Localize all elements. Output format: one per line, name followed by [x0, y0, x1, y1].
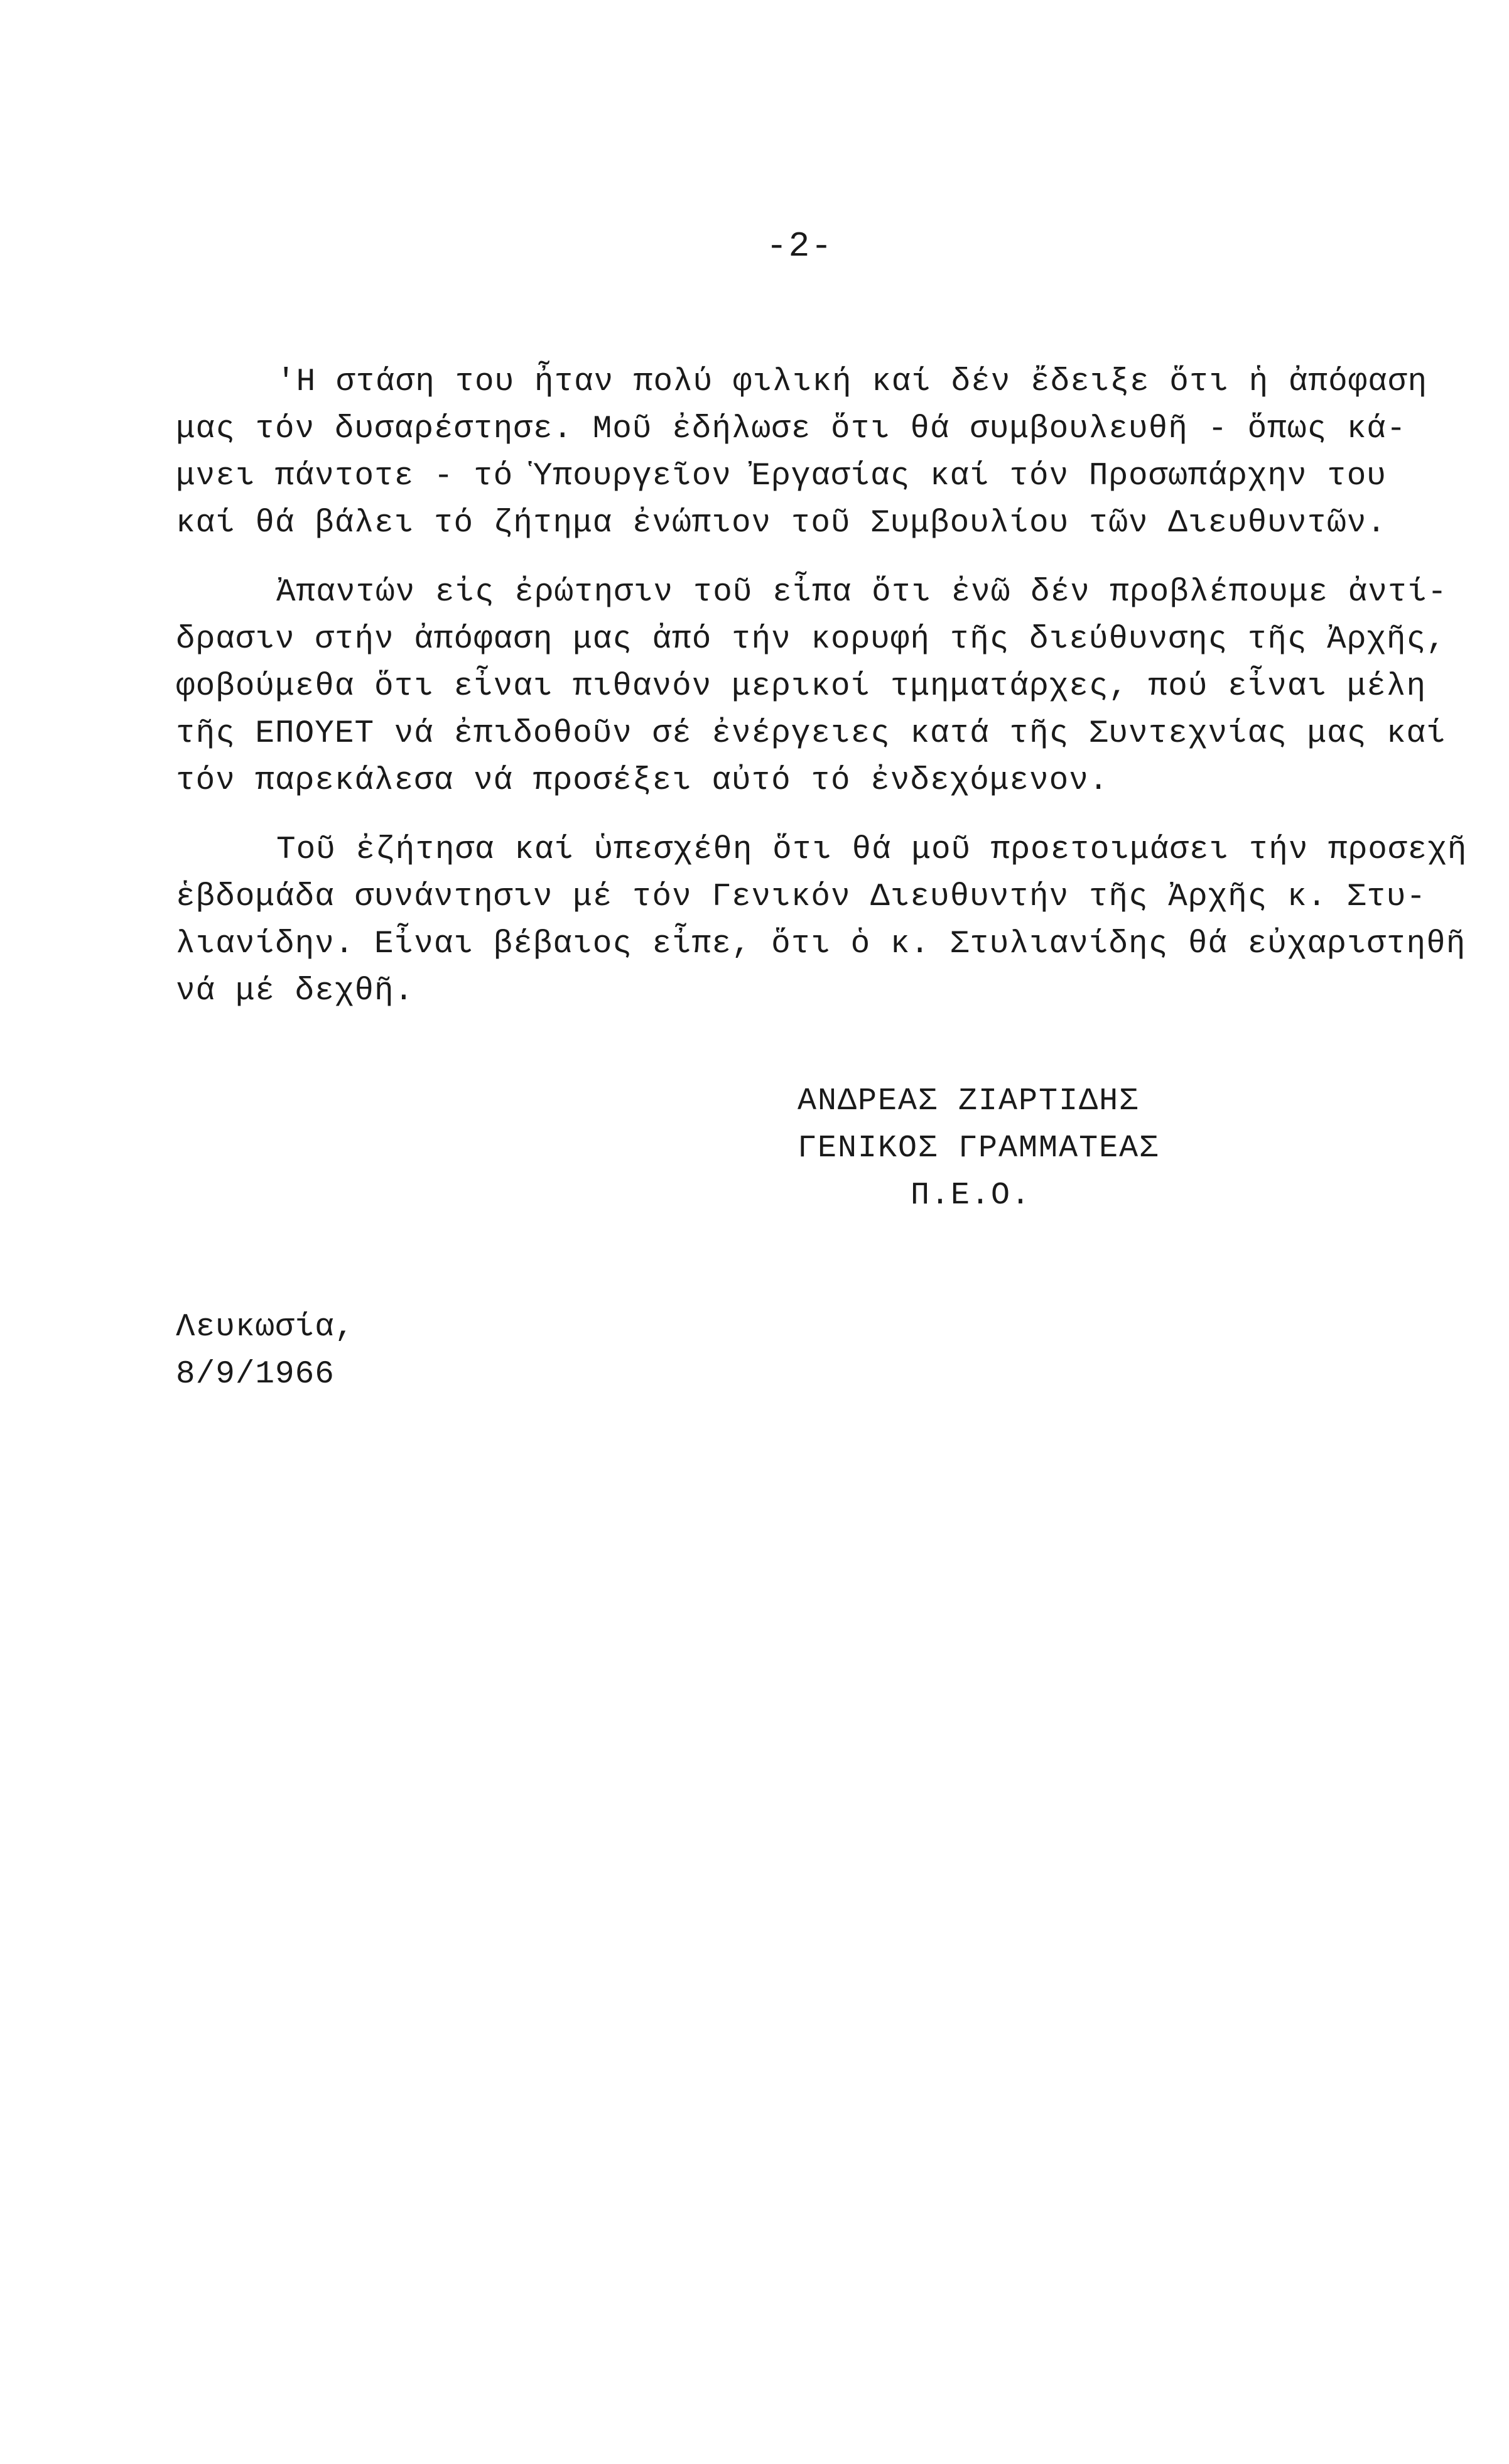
text-line: καί θά βάλει τό ζήτημα ἐνώπιον τοῦ Συμβουλίου τῶν Διευθυντῶν. — [176, 506, 1387, 541]
date: 8/9/1966 — [176, 1357, 335, 1392]
text-line: ἑβδομάδα συνάντησιν μέ τόν Γενικόν Διευθυντήν τῆς Ἀρχῆς κ. Στυ- — [176, 879, 1427, 915]
text-line: λιανίδην. Εἶναι βέβαιος εἶπε, ὅτι ὁ κ. Στυλιανίδης θά εὐχαριστηθῆ — [176, 926, 1466, 962]
text-line: μνει πάντοτε - τό Ὑπουργεῖον Ἐργασίας καί τόν Προσωπάρχην του — [176, 459, 1387, 494]
text-line: 'Η στάση του ἦταν πολύ φιλική καί δέν ἔδειξε ὅτι ἡ ἀπόφαση — [276, 364, 1428, 400]
signatory-organization: Π.Ε.Ο. — [911, 1178, 1032, 1213]
text-line: μας τόν δυσαρέστησε. Μοῦ ἐδήλωσε ὅτι θά συμβουλευθῆ - ὅπως κά- — [176, 411, 1407, 447]
text-line: Τοῦ ἐζήτησα καί ὑπεσχέθη ὅτι θά μοῦ προετοιμάσει τήν προσεχῆ — [276, 832, 1468, 868]
text-line: Ἀπαντών εἰς ἐρώτησιν τοῦ εἶπα ὅτι ἐνῶ δέν προβλέπουμε ἀντί- — [276, 575, 1447, 611]
place: Λευκωσία, — [176, 1310, 355, 1345]
text-line: νά μέ δεχθῆ. — [176, 974, 414, 1009]
text-line: τῆς ΕΠΟΥΕΤ νά ἐπιδοθοῦν σέ ἐνέργειες κατά τῆς Συντεχνίας μας καί — [176, 716, 1446, 752]
text-line: τόν παρεκάλεσα νά προσέξει αὐτό τό ἐνδεχόμενον. — [176, 763, 1109, 799]
signatory-name: ΑΝΔΡΕΑΣ ΖΙΑΡΤΙΔΗΣ — [798, 1083, 1140, 1119]
signatory-title: ΓΕΝΙΚΟΣ ΓΡΑΜΜΑΤΕΑΣ — [798, 1131, 1160, 1166]
text-line: δρασιν στήν ἀπόφαση μας ἀπό τήν κορυφή τῆς διεύθυνσης τῆς Ἀρχῆς, — [176, 622, 1446, 658]
text-line: φοβούμεθα ὅτι εἶναι πιθανόν μερικοί τμηματάρχες, πού εἶναι μέλη — [176, 669, 1427, 705]
page-number: -2- — [766, 226, 833, 266]
